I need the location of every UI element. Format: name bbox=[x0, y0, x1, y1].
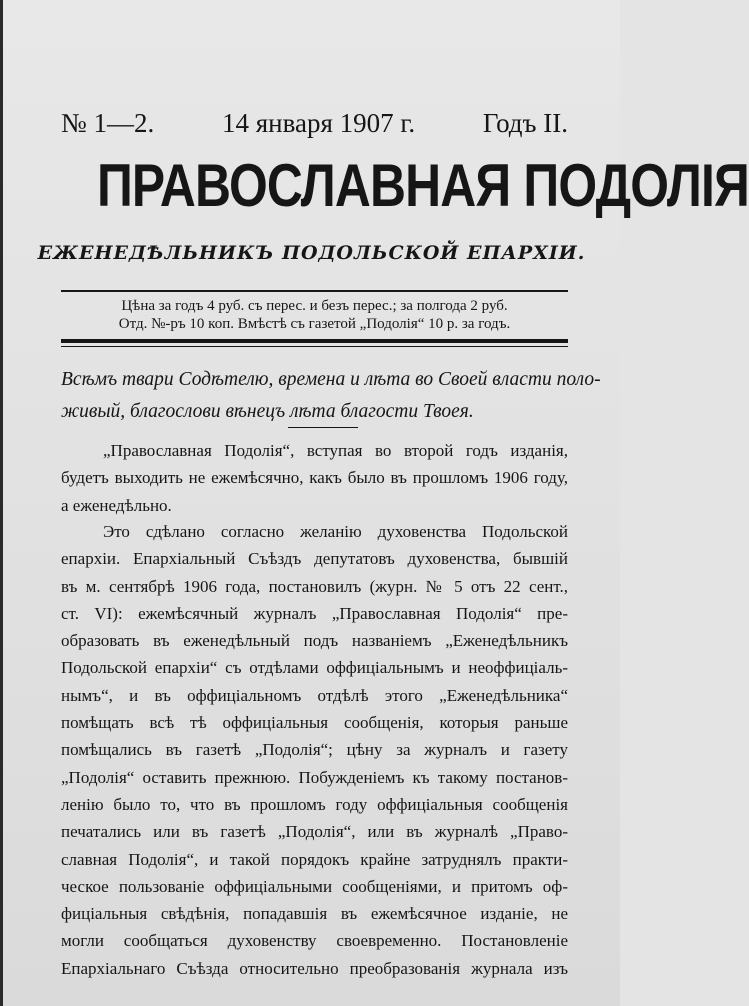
text-line: нымъ“, и въ оффиціальномъ отдѣлѣ этого „Еженедѣльника“ bbox=[61, 685, 568, 705]
divider-rule-thick bbox=[61, 339, 568, 343]
article-paragraph-1 bbox=[61, 437, 568, 519]
text-line: ст. VI): ежемѣсячный журналъ „Православная Подолія“ пре- bbox=[61, 603, 568, 623]
epigraph-line: живый, благослови вѣнецъ лѣта благости Твоея. bbox=[61, 401, 474, 422]
text-line: „Православная Подолія“, вступая во второй годъ изданія, bbox=[103, 441, 568, 460]
text-line: епархіи. Епархіальный Съѣздъ депутатовъ духовенства, бывшій bbox=[61, 549, 568, 569]
masthead-title: ПРАВОСЛАВНАЯ ПОДОЛІЯ bbox=[96, 152, 749, 219]
section-divider bbox=[288, 427, 358, 428]
text-line: Это сдѣлано согласно желанію духовенства Подольской bbox=[103, 522, 568, 541]
epigraph-line: Всѣмъ твари Содѣтелю, времена и лѣта во Своей власти поло- bbox=[61, 369, 601, 390]
text-line: въ м. сентябрѣ 1906 года, постановилъ (журн. № 5 отъ 22 сент., bbox=[61, 576, 568, 596]
text-line: а еженедѣльно. bbox=[61, 495, 172, 515]
masthead-subtitle: ЕЖЕНЕДѢЛЬНИКЪ ПОДОЛЬСКОЙ ЕПАРХІИ. bbox=[37, 242, 586, 264]
text-line: ческое пользованіе оффиціальными сообщеніями, и притомъ оф- bbox=[61, 876, 568, 896]
article-paragraph-2 bbox=[61, 518, 568, 982]
text-line: помѣщались въ газетѣ „Подолія“; цѣну за журналъ и газету bbox=[61, 740, 568, 760]
epigraph bbox=[61, 364, 601, 428]
issue-header bbox=[61, 108, 568, 139]
text-line: помѣщать всѣ тѣ оффиціальныя сообщенія, которыя раньше bbox=[61, 713, 568, 733]
text-line: Епархіальнаго Съѣзда относительно преобразованія журнала изъ bbox=[61, 958, 568, 978]
text-line: печатались или въ газетѣ „Подолія“, или въ журналѣ „Право- bbox=[61, 822, 568, 842]
text-line: образовать въ еженедѣльный подъ названіемъ „Еженедѣльникъ bbox=[61, 631, 568, 651]
text-line: „Подолія“ оставить прежнюю. Побужденіемъ къ такому постанов- bbox=[61, 767, 568, 787]
text-line: будетъ выходить не ежемѣсячно, какъ было въ прошломъ 1906 году, bbox=[61, 468, 568, 488]
text-line: фиціальныя свѣдѣнія, попадавшія въ ежемѣсячное изданіе, не bbox=[61, 904, 568, 924]
issue-date: 14 января 1907 г. bbox=[221, 108, 416, 138]
text-line: славная Подолія“, и такой порядокъ крайне затруднялъ практи- bbox=[61, 849, 568, 869]
text-line: могли сообщаться духовенству своевременно. Постановленіе bbox=[61, 931, 568, 951]
divider-rule bbox=[61, 290, 568, 292]
price-line-2: Отд. №-ръ 10 коп. Вмѣстѣ съ газетой „Подолія“ 10 р. за годъ. bbox=[118, 316, 511, 332]
text-line: Подольской епархіи“ съ отдѣлами оффиціальнымъ и неоффиціаль- bbox=[61, 658, 568, 678]
issue-number: № 1—2. bbox=[61, 108, 155, 138]
divider-rule-thin bbox=[61, 346, 568, 347]
publication-year: Годъ II. bbox=[482, 108, 568, 138]
text-line: ленію было то, что въ прошломъ году оффиціальныя сообщенія bbox=[61, 794, 568, 814]
price-line-1: Цѣна за годъ 4 руб. съ перес. и безъ перес.; за полгода 2 руб. bbox=[121, 298, 508, 314]
